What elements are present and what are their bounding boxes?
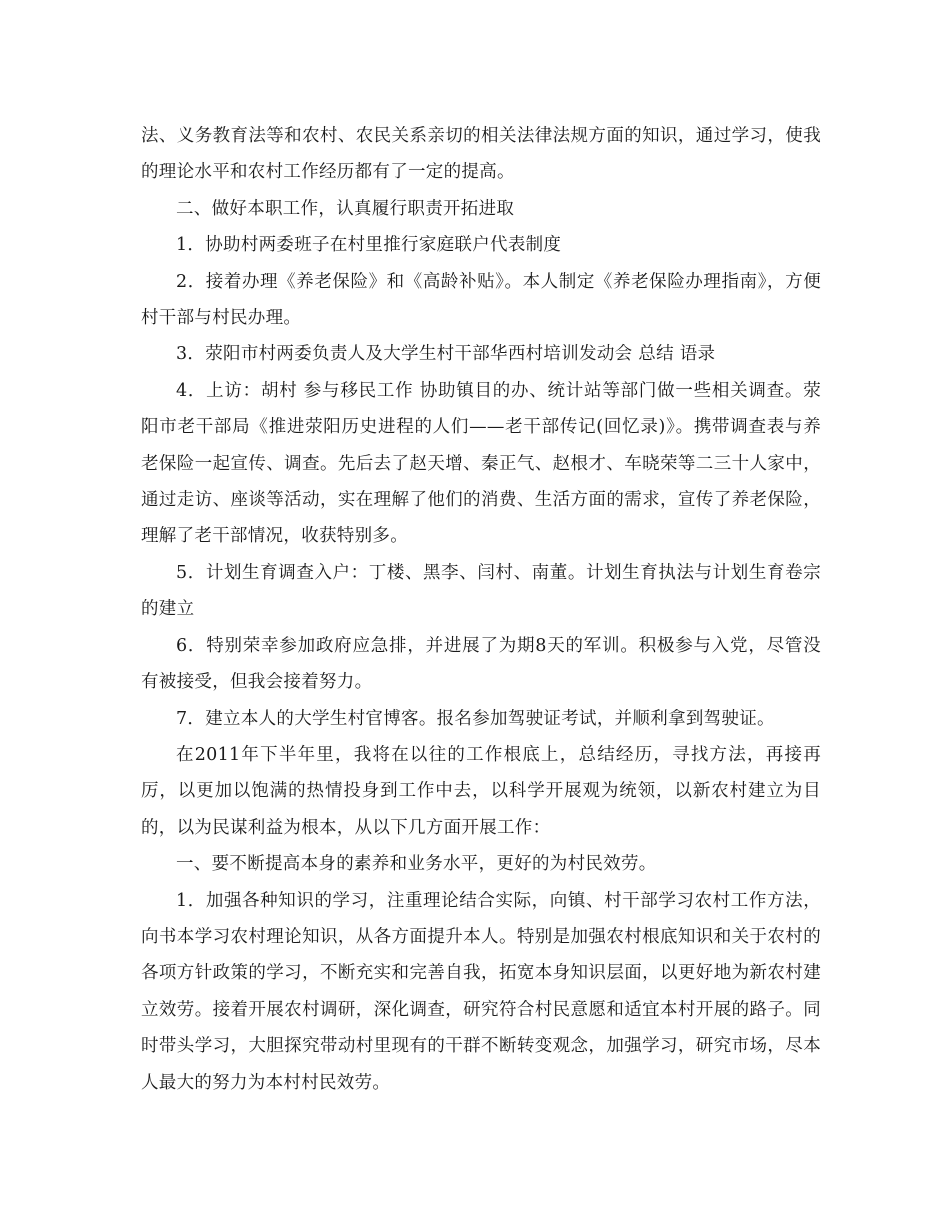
list-item-5: 5．计划生育调查入户：丁楼、黑李、闫村、南董。计划生育执法与计划生育卷宗的建立 [141,562,821,620]
list-item-1: 1．协助村两委班子在村里推行家庭联户代表制度 [176,235,562,256]
plan-list-item-1: 1．加强各种知识的学习，注重理论结合实际，向镇、村干部学习农村工作方法，向书本学习农村理论知识，从各方面提升本人。特别是加强农村根底知识和关于农村的各项方针政策的学习，不断充实和完善自我，拓宽本身知识层面，以更好地为新农村建立效劳。接着开展农村调研，深化调查，研究符合村民意愿和适宜本村开展的路子。同时带头学习，大胆探究带动村里现有的干群不断转变观念，加强学习，研究市场，尽本人最大的努力为本村村民效劳。 [141,890,821,1093]
paragraph-continuation: 法、义务教育法等和农村、农民关系亲切的相关法律法规方面的知识，通过学习，使我的理论水平和农村工作经历都有了一定的提高。 [141,126,821,183]
document-body [141,118,821,1101]
plan-paragraph: 在2011年下半年里，我将在以往的工作根底上，总结经历，寻找方法，再接再厉，以更加以饱满的热情投身到工作中去，以科学开展观为统领，以新农村建立为目的，以为民谋利益为根本，从以下几方面开展工作： [141,744,821,838]
section-heading-2: 二、做好本职工作，认真履行职责开拓进取 [176,198,515,219]
section-heading-1: 一、要不断提高本身的素养和业务水平，更好的为村民效劳。 [176,854,657,875]
list-item-2: 2．接着办理《养老保险》和《高龄补贴》。本人制定《养老保险办理指南》，方便村干部与村民办理。 [141,271,821,329]
list-item-4: 4．上访：胡村 参与移民工作 协助镇目的办、统计站等部门做一些相关调查。荥阳市老干部局《推进荥阳历史进程的人们——老干部传记(回忆录)》。携带调查表与养老保险一起宣传、调查。先后去了赵天增、秦正气、赵根才、车晓荣等二三十人家中，通过走访、座谈等活动，实在理解了他们的消费、生活方面的需求，宣传了养老保险，理解了老干部情况，收获特别多。 [141,380,821,547]
list-item-6: 6．特别荣幸参加政府应急排，并进展了为期8天的军训。积极参与入党，尽管没有被接受，但我会接着努力。 [141,635,821,693]
list-item-7: 7．建立本人的大学生村官博客。报名参加驾驶证考试，并顺利拿到驾驶证。 [176,708,775,729]
list-item-3: 3．荥阳市村两委负责人及大学生村干部华西村培训发动会 总结 语录 [176,344,716,365]
